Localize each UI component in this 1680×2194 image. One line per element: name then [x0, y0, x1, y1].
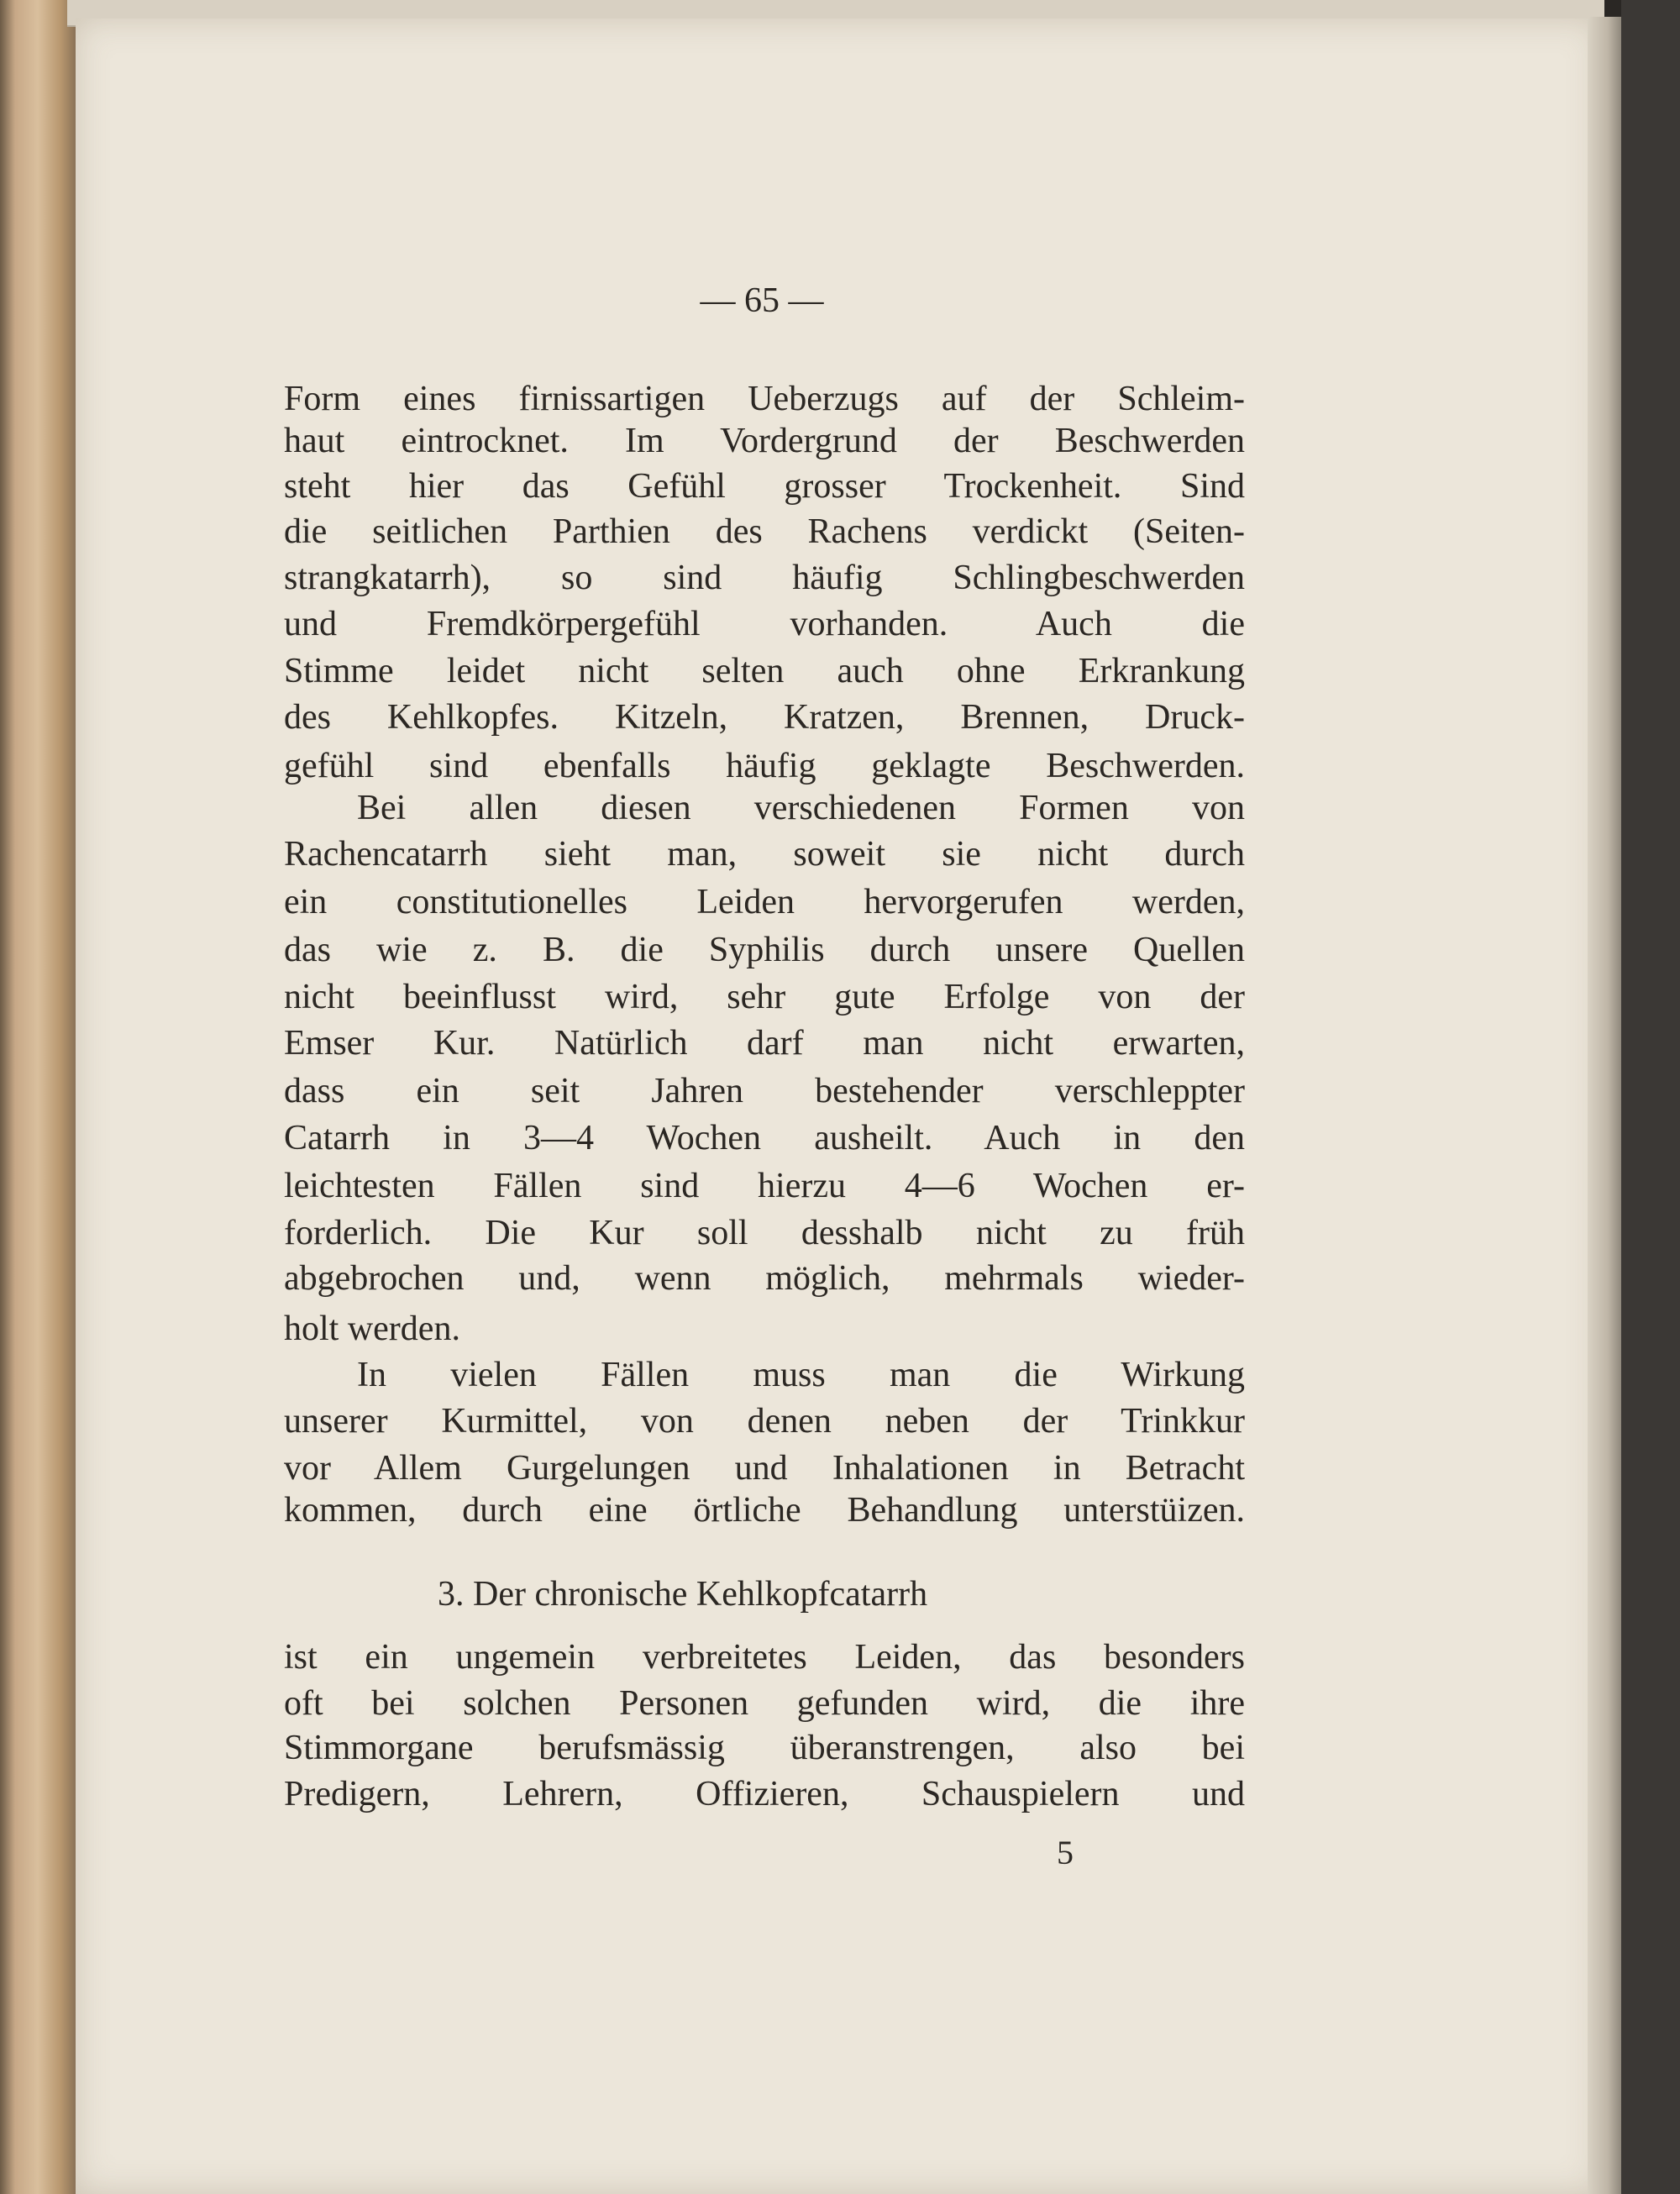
- text-line: holt werden.: [284, 1310, 460, 1348]
- page-number: — 65 —: [700, 281, 824, 320]
- text-line: Stimmorgane berufsmässig überanstrengen, also bei: [284, 1729, 1245, 1767]
- text-line: unserer Kurmittel, von denen neben der Trinkkur: [284, 1402, 1245, 1441]
- text-line: das wie z. B. die Syphilis durch unsere Quellen: [284, 931, 1245, 969]
- text-line: haut eintrocknet. Im Vordergrund der Beschwerden: [284, 422, 1245, 460]
- text-line: leichtesten Fällen sind hierzu 4—6 Wochen er-: [284, 1167, 1245, 1205]
- text-line: vor Allem Gurgelungen und Inhalationen in Betracht: [284, 1449, 1245, 1488]
- text-line: abgebrochen und, wenn möglich, mehrmals wieder-: [284, 1259, 1245, 1298]
- page-right-edge: [1588, 17, 1621, 2194]
- text-line: gefühl sind ebenfalls häufig geklagte Beschwerden.: [284, 747, 1245, 785]
- text-line: Rachencatarrh sieht man, soweit sie nicht durch: [284, 835, 1245, 874]
- text-line: Emser Kur. Natürlich darf man nicht erwarten,: [284, 1024, 1245, 1063]
- text-line: steht hier das Gefühl grosser Trockenheit. Sind: [284, 467, 1245, 506]
- text-line: kommen, durch eine örtliche Behandlung unterstüizen.: [284, 1491, 1245, 1530]
- text-line: Form eines firnissartigen Ueberzugs auf der Schleim-: [284, 380, 1245, 418]
- text-line: Predigern, Lehrern, Offizieren, Schauspielern und: [284, 1775, 1245, 1813]
- text-line: ist ein ungemein verbreitetes Leiden, das besonders: [284, 1638, 1245, 1677]
- text-line: die seitlichen Parthien des Rachens verdickt (Seiten-: [284, 512, 1245, 551]
- text-line: des Kehlkopfes. Kitzeln, Kratzen, Brennen, Druck-: [284, 698, 1245, 737]
- text-line: In vielen Fällen muss man die Wirkung: [357, 1356, 1245, 1394]
- section-heading: 3. Der chronische Kehlkopfcatarrh: [438, 1575, 928, 1614]
- text-line: Catarrh in 3—4 Wochen ausheilt. Auch in den: [284, 1119, 1245, 1157]
- text-line: forderlich. Die Kur soll desshalb nicht zu früh: [284, 1214, 1245, 1252]
- text-line: nicht beeinflusst wird, sehr gute Erfolge von der: [284, 978, 1245, 1016]
- text-line: strangkatarrh), so sind häufig Schlingbeschwerden: [284, 559, 1245, 597]
- text-line: dass ein seit Jahren bestehender verschleppter: [284, 1072, 1245, 1110]
- text-line: Bei allen diesen verschiedenen Formen von: [357, 789, 1245, 827]
- background: [1621, 0, 1680, 2194]
- text-line: und Fremdkörpergefühl vorhanden. Auch die: [284, 605, 1245, 643]
- signature-mark: 5: [1057, 1834, 1074, 1871]
- text-line: oft bei solchen Personen gefunden wird, die ihre: [284, 1684, 1245, 1723]
- book-spine: [0, 0, 76, 2194]
- text-line: ein constitutionelles Leiden hervorgerufen werden,: [284, 883, 1245, 921]
- text-line: Stimme leidet nicht selten auch ohne Erkrankung: [284, 652, 1245, 690]
